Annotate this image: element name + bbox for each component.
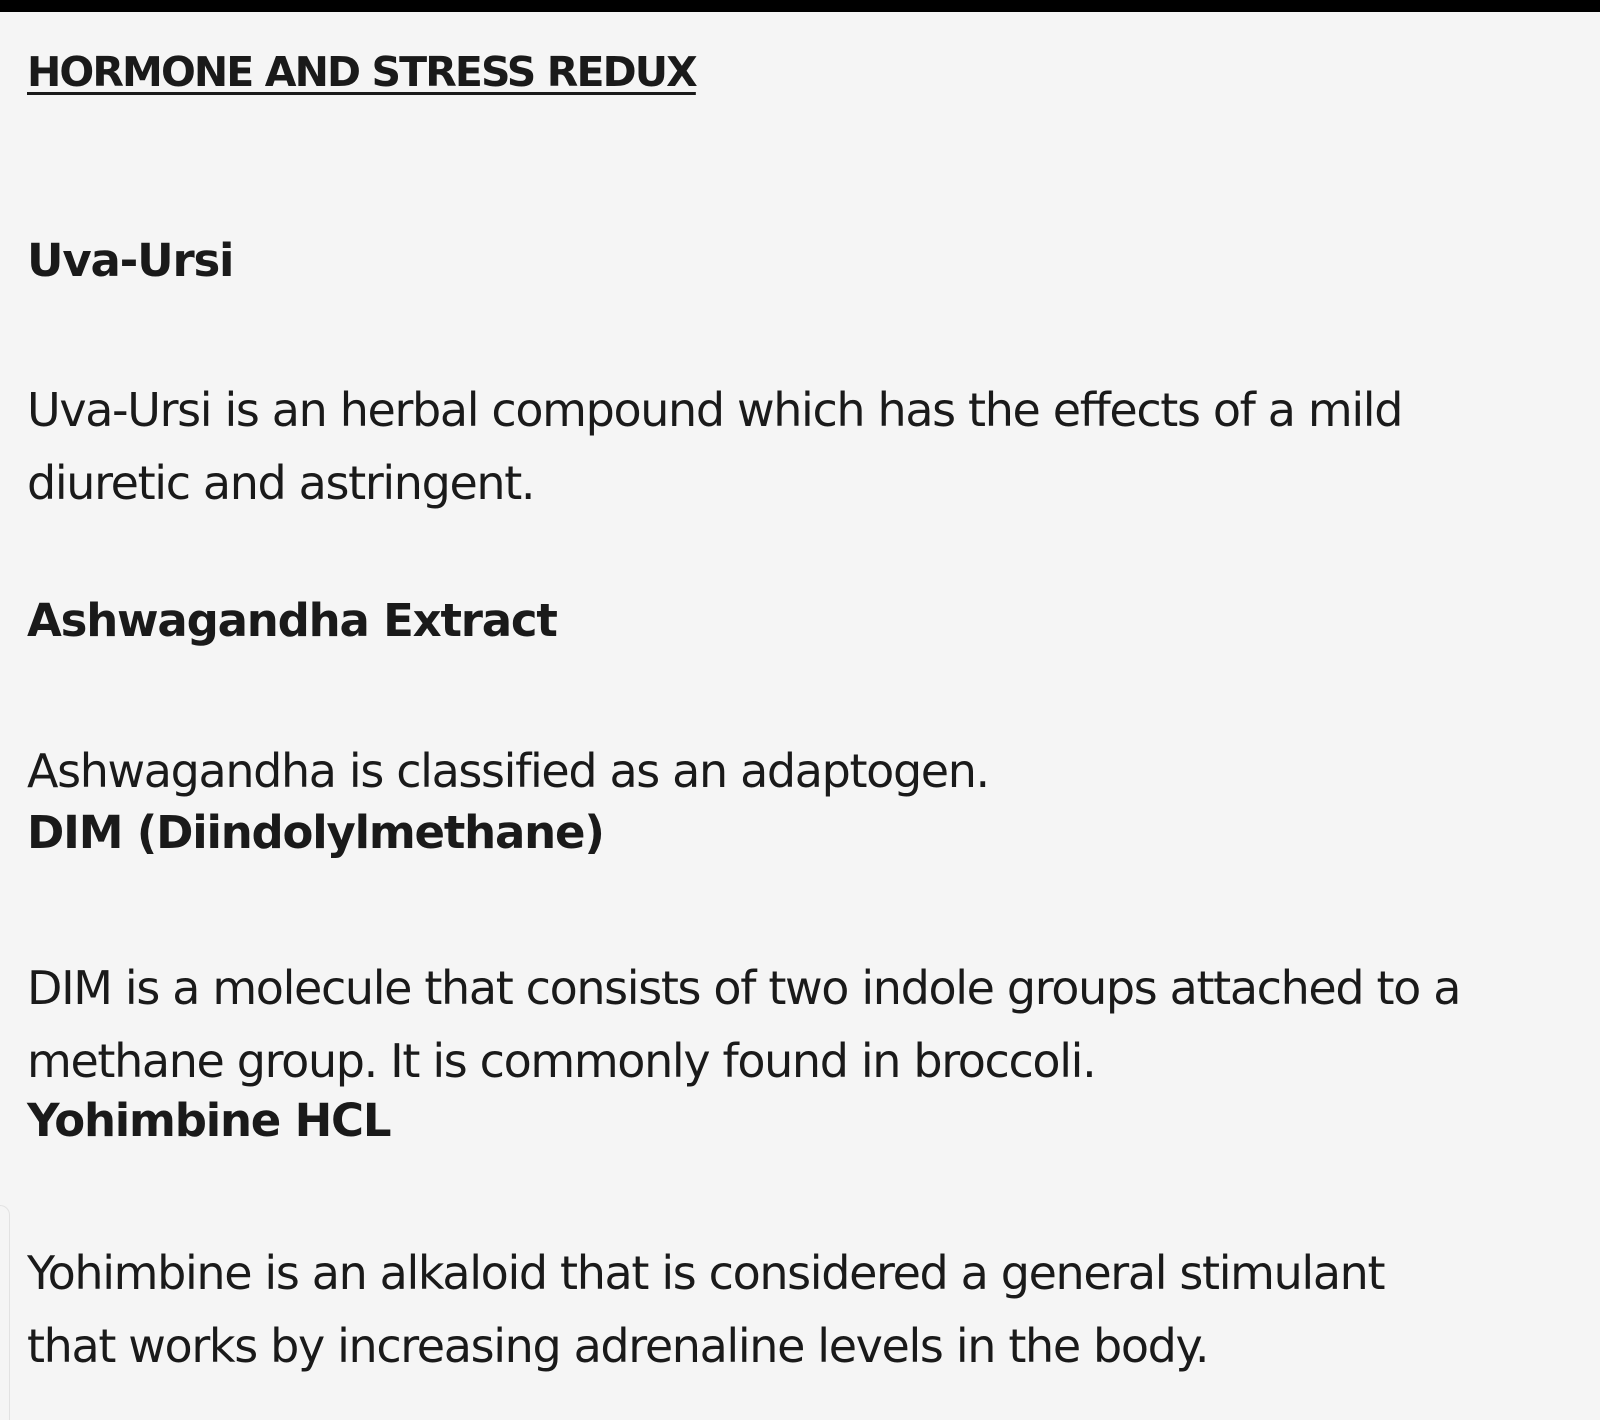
body-line: Ashwagandha is classified as an adaptogen.	[27, 744, 989, 798]
item-body-yohimbine	[27, 1237, 1384, 1383]
item-heading-dim: DIM (Diindolylmethane)	[27, 806, 604, 859]
item-body-dim	[27, 952, 1460, 1098]
top-bar	[0, 0, 1600, 12]
item-body-uva-ursi	[27, 374, 1402, 520]
body-line: methane group. It is commonly found in broccoli.	[27, 1034, 1096, 1088]
body-line: Uva-Ursi is an herbal compound which has the effects of a mild	[27, 383, 1403, 437]
item-heading-uva-ursi: Uva-Ursi	[27, 234, 234, 287]
body-line: that works by increasing adrenaline levels in the body.	[27, 1319, 1209, 1373]
item-heading-yohimbine: Yohimbine HCL	[27, 1094, 391, 1147]
body-line: DIM is a molecule that consists of two indole groups attached to a	[27, 961, 1461, 1015]
body-line: diuretic and astringent.	[27, 456, 535, 510]
body-line: Yohimbine is an alkaloid that is considered a general stimulant	[27, 1246, 1385, 1300]
item-heading-ashwagandha: Ashwagandha Extract	[27, 594, 557, 647]
document-page	[0, 12, 1600, 1419]
document-title: HORMONE AND STRESS REDUX	[27, 48, 696, 96]
item-body-ashwagandha	[27, 735, 989, 808]
card-edge	[0, 1205, 10, 1420]
